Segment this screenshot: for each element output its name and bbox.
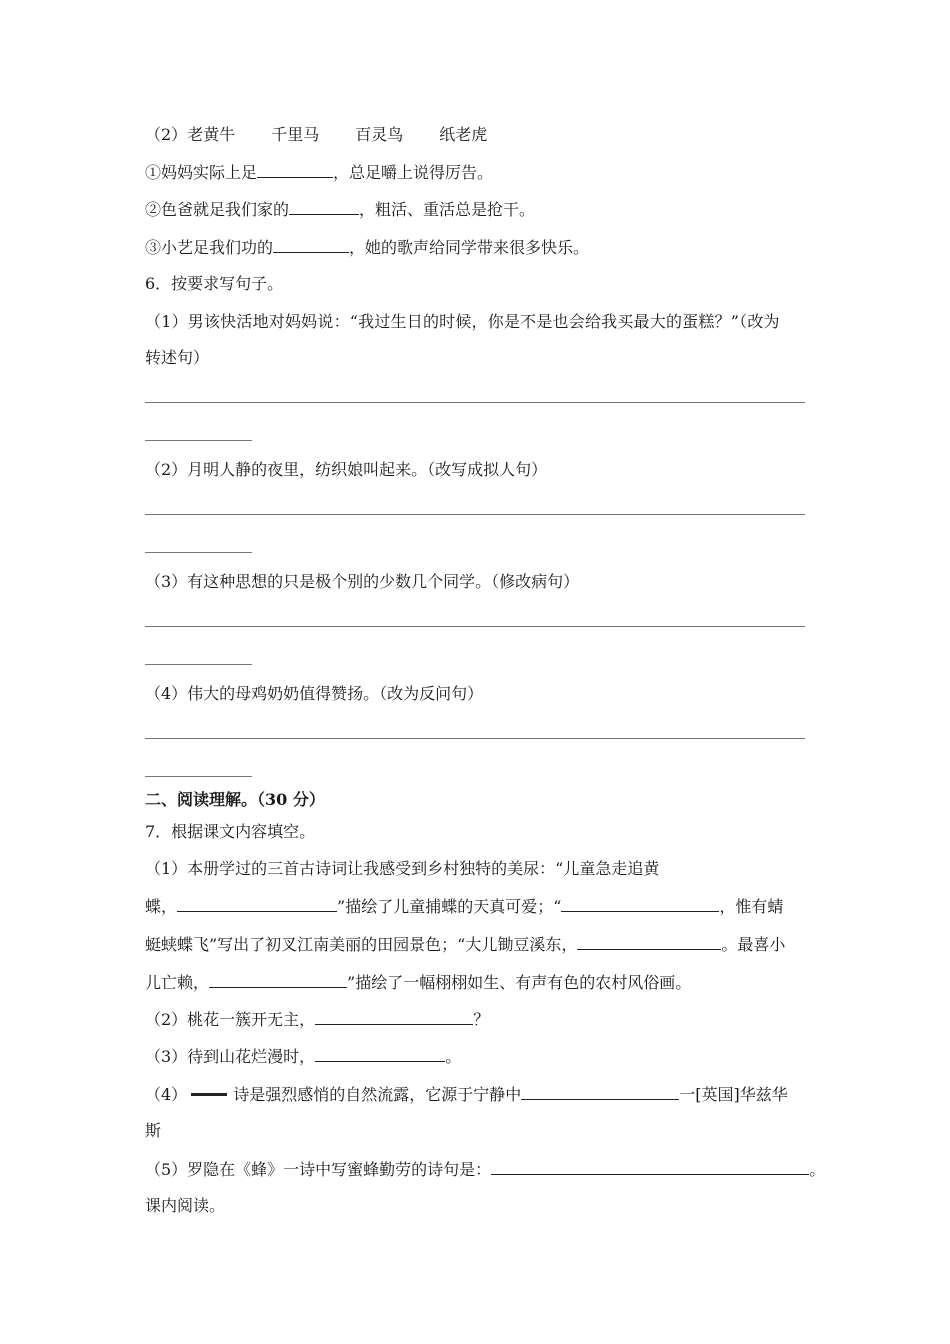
em-dash-mark [191, 1093, 227, 1096]
q7-p1-l3-text-a: 蜓蛱蝶飞”写出了初叉江南美丽的田园景色；“大儿锄豆溪东， [145, 935, 578, 954]
q7-p1-blank-3[interactable] [577, 933, 721, 950]
q7-p2-blank[interactable] [315, 1008, 473, 1025]
q5-option-4: 纸老虎 [439, 125, 488, 144]
q6-part2: （2）月明人静的夜里，纺织娘叫起来。（改写成拟人句） [145, 460, 548, 479]
q5-s3-text-a: ③小艺足我们功的 [145, 238, 274, 257]
q7-part4 [145, 1083, 810, 1106]
q6-part3-answer-line-end[interactable] [145, 664, 252, 665]
q7-p3-text-a: （3）待到山花烂漫时， [145, 1047, 316, 1066]
q5-option-3: 百灵鸟 [355, 125, 404, 144]
q5-s2-blank[interactable] [289, 198, 359, 215]
q5-sentence-1 [145, 161, 810, 184]
q7-p2-text-b: ？ [473, 1010, 490, 1029]
q7-part4-cont: 斯 [145, 1121, 162, 1140]
q6-title: 6．按要求写句子。 [145, 274, 284, 293]
q7-part5 [145, 1158, 826, 1181]
q7-p1-l2-text-c: ，惟有蜻 [719, 897, 784, 916]
q7-p2-text-a: （2）桃花一簇开无主， [145, 1010, 316, 1029]
q5-s3-blank[interactable] [273, 236, 349, 253]
q7-part1-line2 [145, 895, 810, 918]
q7-p5-text-b: 。 [809, 1160, 826, 1179]
q6-part1-answer-line[interactable] [145, 402, 805, 403]
q5-s1-text-a: ①妈妈实际上足 [145, 163, 258, 182]
q7-p1-l4-text-a: 儿亡赖， [145, 973, 210, 992]
q6-part1-answer-line-end[interactable] [145, 440, 252, 441]
q6-part2-answer-line-end[interactable] [145, 552, 252, 553]
q7-p1-l2-text-a: 蝶， [145, 897, 178, 916]
q7-p1-l2-text-b: ”描绘了儿童捕蝶的天真可爱；“ [337, 897, 562, 916]
q5-option-1: 老黄牛 [187, 125, 236, 144]
q5-sentence-3 [145, 236, 810, 259]
q7-p1-blank-1[interactable] [177, 895, 337, 912]
q5-s1-text-b: ，总足嚼上说得厉告。 [333, 163, 494, 182]
q7-p1-l3-text-b: 。最喜小 [721, 935, 786, 954]
q6-part1-line1: （1）男该快活地对妈妈说：“我过生日的时候，你是不是也会给我买最大的蛋糕？”（改为 [145, 312, 780, 331]
q5-part2-label: （2） [145, 125, 188, 144]
q5-s3-text-b: ，她的歌声给同学带来很多快乐。 [349, 238, 590, 257]
q7-part1-line1: （1）本册学过的三首古诗词让我感受到乡村独特的美尿：“儿童急走追黄 [145, 859, 660, 878]
q7-title: 7．根据课文内容填空。 [145, 822, 316, 841]
q7-part1-line3 [145, 933, 810, 956]
q7-p1-blank-2[interactable] [561, 895, 719, 912]
q7-part3 [145, 1045, 810, 1068]
q7-p4-text-a: （4） [145, 1085, 188, 1104]
q7-part1-line4 [145, 971, 810, 994]
q7-p4-text-b: 诗是强烈感悄的自然流露，它源于宁静中 [233, 1085, 522, 1104]
q5-sentence-2 [145, 198, 810, 221]
q5-s2-text-b: ，粗活、重活总是抢干。 [359, 200, 536, 219]
q6-part1-line2: 转述句） [145, 348, 210, 367]
q7-p5-blank[interactable] [491, 1158, 809, 1175]
q7-p1-l4-text-b: ”描绘了一幅栩栩如生、有声有色的农村风俗画。 [347, 973, 692, 992]
q6-part4-answer-line-end[interactable] [145, 776, 252, 777]
q6-part3-answer-line[interactable] [145, 626, 805, 627]
q7-p3-blank[interactable] [315, 1045, 445, 1062]
q6-part4: （4）伟大的母鸡奶奶值得赞扬。（改为反问句） [145, 684, 484, 703]
q5-s2-text-a: ②色爸就足我们家的 [145, 200, 290, 219]
q6-part3: （3）有这种思想的只是极个别的少数几个同学。（修改病句） [145, 572, 580, 591]
section2-title: 二、阅读理解。（30 分） [145, 790, 325, 809]
q7-p1-blank-4[interactable] [209, 971, 347, 988]
q7-p4-blank[interactable] [521, 1083, 679, 1100]
q7-part6: 课内阅读。 [145, 1196, 226, 1215]
q7-part2 [145, 1008, 810, 1031]
q5-options-row [145, 124, 810, 146]
q7-p5-text-a: （5）罗隐在《蜂》一诗中写蜜蜂勤劳的诗句是： [145, 1160, 492, 1179]
q6-part2-answer-line[interactable] [145, 514, 805, 515]
q6-part4-answer-line[interactable] [145, 738, 805, 739]
q7-p4-text-c: 一[英国]华兹华 [679, 1085, 788, 1104]
q7-p3-text-b: 。 [445, 1047, 462, 1066]
q5-s1-blank[interactable] [257, 161, 333, 178]
q5-option-2: 千里马 [271, 125, 320, 144]
